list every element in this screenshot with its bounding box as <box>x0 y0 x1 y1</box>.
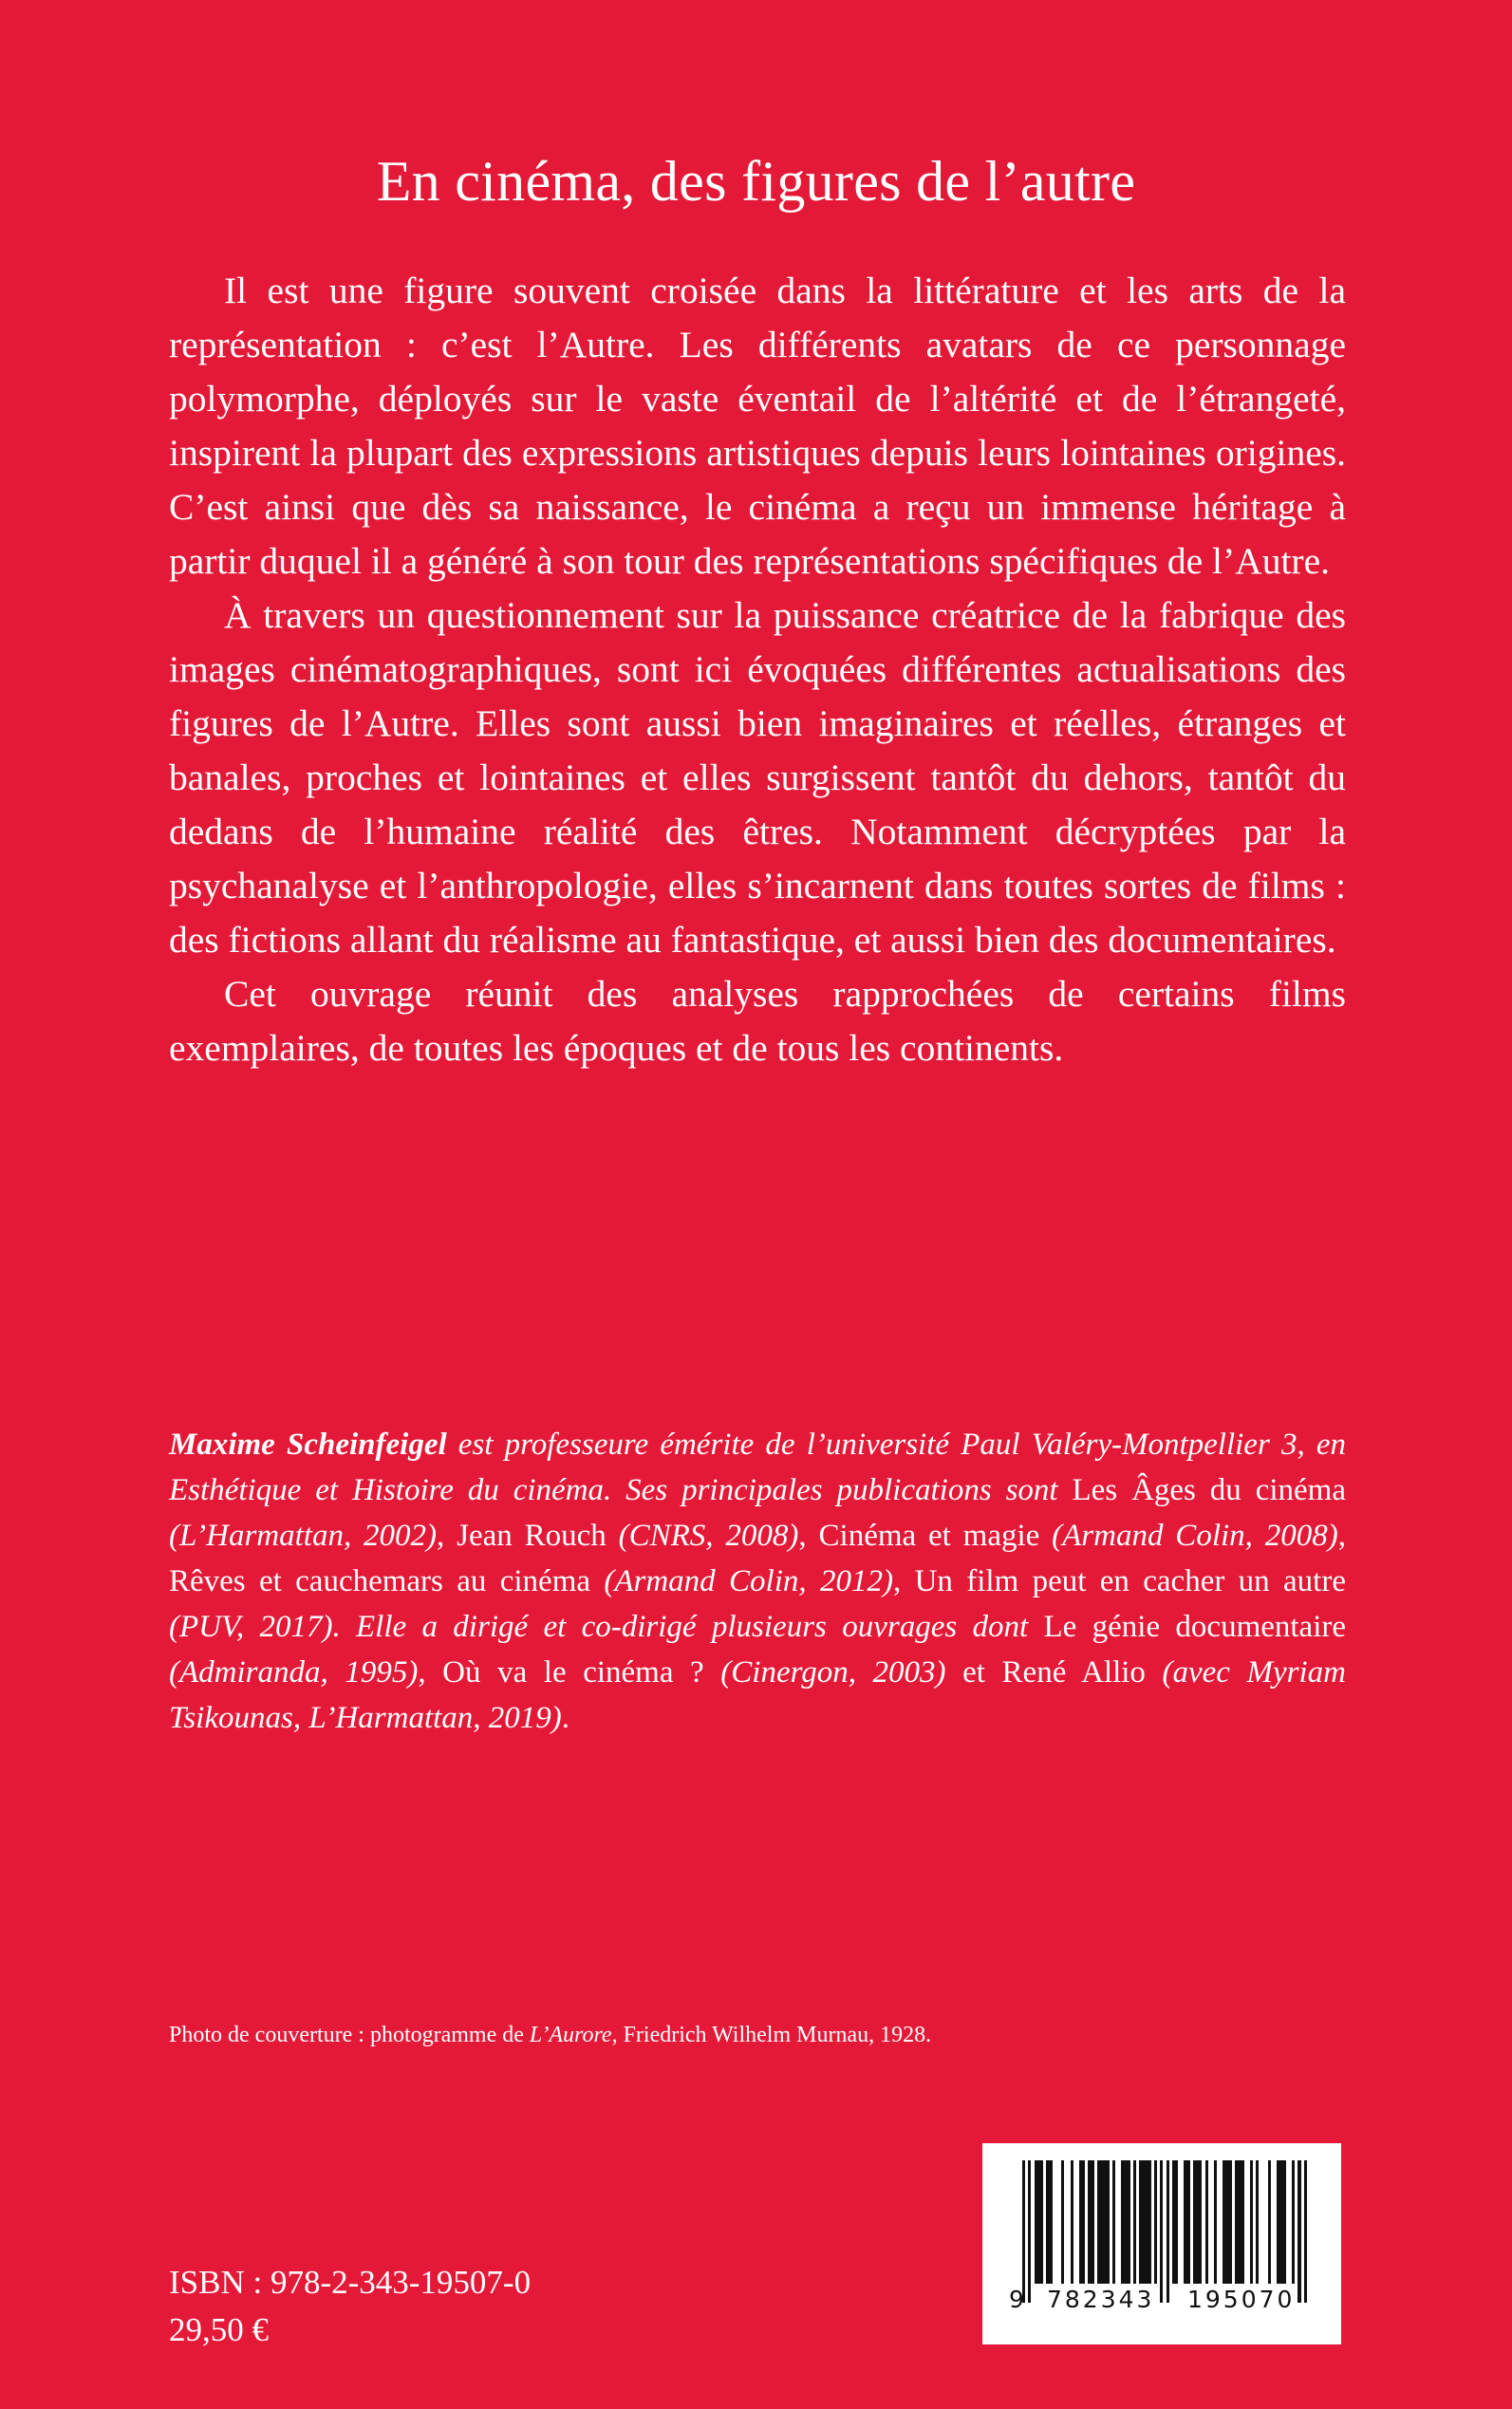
bio-end: . <box>561 1701 570 1735</box>
barcode-bar <box>1046 2160 1052 2284</box>
barcode-digit-group-1: 9 <box>1009 2286 1027 2313</box>
bio-sep-6: , <box>418 1655 443 1690</box>
bio-pub-2: (CNRS, 2008) <box>606 1519 799 1553</box>
bio-pub-8: (avec Myriam Tsikounas, L’Harmattan, 2019) <box>169 1655 1347 1735</box>
barcode-bar <box>1250 2160 1253 2284</box>
barcode-bar <box>1028 2160 1031 2303</box>
book-blurb <box>169 264 1346 1075</box>
bio-pub-5: (PUV, 2017) <box>169 1610 333 1644</box>
bio-pub-7: (Cinergon, 2003) <box>703 1655 946 1690</box>
barcode-bar <box>1184 2160 1189 2284</box>
barcode-bar <box>1297 2160 1300 2303</box>
blurb-paragraph-3: Cet ouvrage réunit des analyses rapprochées de certains films exemplaires, de toutes les époques et de tous les continents. <box>169 973 1346 1069</box>
barcode-bar <box>1277 2160 1285 2284</box>
barcode-bar <box>1223 2160 1231 2284</box>
bio-sep-3: , <box>1337 1519 1346 1553</box>
barcode-digit-group-2: 782343 <box>1047 2286 1155 2313</box>
barcode-bar <box>1193 2160 1202 2284</box>
barcode-bar <box>1097 2160 1110 2284</box>
barcode-bar <box>1256 2160 1259 2284</box>
blurb-paragraph-1: Il est une figure souvent croisée dans la littérature et les arts de la représentation : c’est l’Autre. Les différents avatars de ce personnage polymorphe, déployés sur le vaste éventail de l’altérité et de l’étrangeté, inspirent la plupart des expressions artistiques depuis leurs lointaines origines. C’est ainsi que dès sa naissance, le cinéma a reçu un immense héritage à partir duquel il a généré à son tour des représentations spécifiques de l’Autre. <box>169 270 1346 582</box>
photo-credit-prefix: Photo de couverture : photogramme de <box>169 2023 530 2047</box>
barcode-bar <box>1079 2160 1085 2284</box>
bio-segment-1: est professeure émérite de l’université Paul Valéry-Montpellier 3, en Esthétique et Histoire du cinéma. Ses principales publications sont <box>169 1428 1347 1507</box>
barcode <box>982 2143 1341 2344</box>
blurb-paragraph-2: À travers un questionnement sur la puissance créatrice de la fabrique des images cinématographiques, sont ici évoquées différentes actualisations des figures de l’Autre. Elles sont aussi bien imaginaires et réelles, étranges et banales, proches et lointaines et elles surgissent tantôt du dehors, tantôt du dedans de l’humaine réalité des êtres. Notamment décryptées par la psychanalyse et l’anthropologie, elles s’incarnent dans toutes sortes de films : des fictions allant du réalisme au fantastique, et aussi bien des documentaires. <box>169 594 1346 961</box>
photo-credit <box>169 2019 1346 2051</box>
barcode-bar <box>1292 2160 1295 2284</box>
barcode-bar <box>1160 2160 1163 2303</box>
barcode-bar <box>1235 2160 1243 2284</box>
author-name: Maxime Scheinfeigel <box>169 1428 447 1462</box>
barcode-bar <box>1139 2160 1151 2284</box>
bio-work-8: René Allio <box>1001 1655 1146 1690</box>
bio-sep-1: , <box>437 1519 457 1553</box>
barcode-bar <box>1214 2160 1217 2284</box>
barcode-bar <box>1112 2160 1115 2284</box>
author-bio-paragraph <box>169 1422 1346 1741</box>
bio-pub-4: (Armand Colin, 2012) <box>590 1564 893 1598</box>
barcode-bar <box>1268 2160 1271 2284</box>
photo-credit-film-title: L’Aurore <box>529 2023 612 2047</box>
bio-work-4: Rêves et cauchemars au cinéma <box>169 1564 591 1598</box>
author-biography <box>169 1422 1346 1741</box>
bio-work-3: Cinéma et magie <box>818 1519 1040 1553</box>
photo-credit-suffix: , Friedrich Wilhelm Murnau, 1928. <box>611 2023 932 2047</box>
bio-work-5: Un film peut en cacher un autre <box>914 1564 1346 1598</box>
barcode-digit-group-3: 195070 <box>1187 2286 1296 2313</box>
barcode-inner <box>982 2143 1341 2344</box>
barcode-bar <box>1133 2160 1136 2284</box>
barcode-bar <box>1061 2160 1064 2284</box>
bio-work-7: Où va le cinéma ? <box>442 1655 704 1690</box>
page-title: En cinéma, des figures de l’autre <box>376 150 1136 214</box>
bio-segment-2: . Elle a dirigé et co-dirigé plusieurs ouvrages dont <box>332 1610 1044 1644</box>
barcode-bar <box>1205 2160 1208 2284</box>
bio-work-1: Les Âges du cinéma <box>1072 1473 1346 1507</box>
bio-pub-3: (Armand Colin, 2008) <box>1039 1519 1338 1553</box>
barcode-bar <box>1304 2160 1307 2303</box>
bio-pub-1: (L’Harmattan, 2002) <box>169 1519 438 1553</box>
bio-pub-6: (Admiranda, 1995) <box>169 1655 419 1690</box>
barcode-bar <box>1121 2160 1129 2284</box>
price: 29,50 € <box>169 2311 269 2348</box>
bio-work-2: Jean Rouch <box>457 1519 607 1553</box>
barcode-bar <box>1172 2160 1178 2284</box>
bio-segment-3: et <box>945 1655 1002 1690</box>
isbn-number: ISBN : 978-2-343-19507-0 <box>169 2264 532 2301</box>
bio-sep-4: , <box>892 1564 915 1598</box>
barcode-bar <box>1071 2160 1073 2284</box>
isbn-block <box>169 2259 531 2354</box>
bio-sep-2: , <box>798 1519 819 1553</box>
bio-work-6: Le génie documentaire <box>1043 1610 1347 1644</box>
barcode-bars <box>1022 2160 1307 2303</box>
barcode-space <box>1053 2160 1061 2161</box>
barcode-bar <box>1035 2160 1043 2284</box>
barcode-bar <box>1088 2160 1093 2284</box>
barcode-bar <box>1154 2160 1157 2284</box>
barcode-bar <box>1022 2160 1025 2303</box>
barcode-space <box>1259 2160 1267 2161</box>
barcode-bar <box>1167 2160 1169 2303</box>
